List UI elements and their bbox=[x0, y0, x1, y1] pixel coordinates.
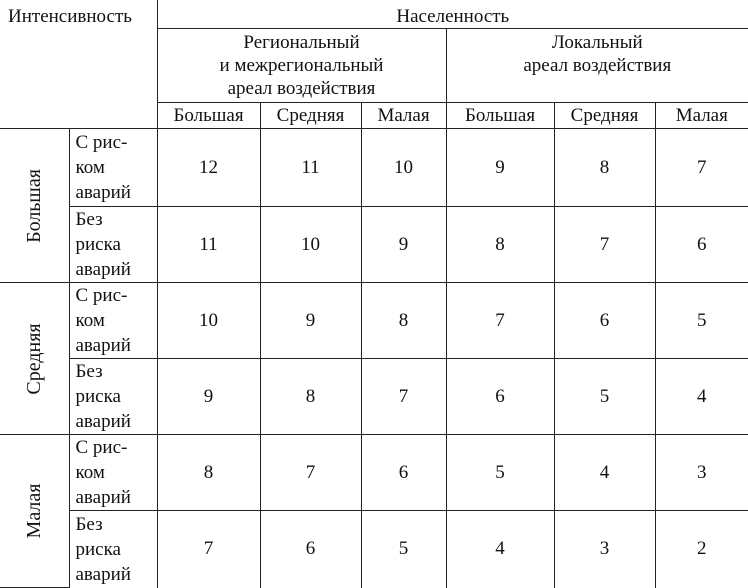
intensity-header: Интенсивность bbox=[0, 0, 157, 129]
intensity-group-label: Средняя bbox=[23, 322, 46, 395]
value-cell: 11 bbox=[157, 207, 260, 283]
value-cell: 12 bbox=[157, 129, 260, 207]
regional-header-line: Региональный bbox=[243, 32, 360, 53]
value-cell: 4 bbox=[655, 359, 748, 435]
value-cell: 6 bbox=[260, 511, 361, 588]
level-header: Средняя bbox=[260, 103, 361, 129]
value-cell: 7 bbox=[554, 207, 655, 283]
value-cell: 9 bbox=[157, 359, 260, 435]
row-label-line: ком bbox=[75, 310, 105, 331]
row-label-line: Без bbox=[75, 209, 103, 230]
row-label-line: аварий bbox=[75, 335, 131, 356]
regional-header-line: ареал воздействия bbox=[227, 78, 376, 99]
value-cell: 10 bbox=[260, 207, 361, 283]
value-cell: 4 bbox=[554, 435, 655, 511]
risk-row-label bbox=[69, 283, 157, 359]
row-label-line: аварий bbox=[75, 563, 131, 585]
value-cell: 7 bbox=[157, 511, 260, 588]
row-label-line: аварий bbox=[75, 182, 131, 203]
value-cell: 10 bbox=[361, 129, 446, 207]
value-cell: 8 bbox=[361, 283, 446, 359]
row-label-line: Без bbox=[75, 513, 103, 535]
level-header: Большая bbox=[157, 103, 260, 129]
value-cell: 6 bbox=[554, 283, 655, 359]
intensity-group-cell bbox=[0, 129, 69, 283]
value-cell: 6 bbox=[446, 359, 554, 435]
level-header: Малая bbox=[655, 103, 748, 129]
risk-row-label bbox=[69, 435, 157, 511]
row-label-line: ком bbox=[75, 462, 105, 483]
no-risk-row-label bbox=[69, 511, 157, 588]
local-header-line: ареал воздействия bbox=[523, 55, 672, 76]
row-label-line: аварий bbox=[75, 411, 131, 432]
value-cell: 8 bbox=[260, 359, 361, 435]
regional-header-line: и межрегиональный bbox=[219, 55, 384, 76]
row-label-line: С рис- bbox=[75, 437, 128, 458]
value-cell: 11 bbox=[260, 129, 361, 207]
value-cell: 8 bbox=[554, 129, 655, 207]
local-header-line: Локальный bbox=[551, 32, 643, 53]
value-cell: 5 bbox=[446, 435, 554, 511]
value-cell: 7 bbox=[446, 283, 554, 359]
no-risk-row-label bbox=[69, 359, 157, 435]
value-cell: 6 bbox=[361, 435, 446, 511]
regional-area-header bbox=[157, 29, 446, 103]
row-label-line: риска bbox=[75, 386, 121, 407]
value-cell: 5 bbox=[554, 359, 655, 435]
level-header: Средняя bbox=[554, 103, 655, 129]
intensity-group-cell bbox=[0, 283, 69, 435]
value-cell: 7 bbox=[260, 435, 361, 511]
no-risk-row-label bbox=[69, 207, 157, 283]
intensity-group-cell bbox=[0, 435, 69, 588]
value-cell: 6 bbox=[655, 207, 748, 283]
value-cell: 9 bbox=[446, 129, 554, 207]
level-header: Большая bbox=[446, 103, 554, 129]
value-cell: 8 bbox=[446, 207, 554, 283]
value-cell: 7 bbox=[655, 129, 748, 207]
row-label-line: С рис- bbox=[75, 285, 128, 306]
row-label-line: риска bbox=[75, 538, 121, 560]
local-area-header bbox=[446, 29, 748, 103]
row-label-line: Без bbox=[75, 361, 103, 382]
value-cell: 10 bbox=[157, 283, 260, 359]
risk-row-label bbox=[69, 129, 157, 207]
value-cell: 8 bbox=[157, 435, 260, 511]
intensity-group-label: Малая bbox=[23, 483, 46, 539]
value-cell: 3 bbox=[554, 511, 655, 588]
value-cell: 9 bbox=[260, 283, 361, 359]
level-header: Малая bbox=[361, 103, 446, 129]
value-cell: 5 bbox=[361, 511, 446, 588]
value-cell: 9 bbox=[361, 207, 446, 283]
row-label-line: С рис- bbox=[75, 132, 128, 153]
value-cell: 3 bbox=[655, 435, 748, 511]
value-cell: 5 bbox=[655, 283, 748, 359]
population-header: Населенность bbox=[157, 0, 748, 29]
row-label-line: аварий bbox=[75, 487, 131, 508]
row-label-line: аварий bbox=[75, 259, 131, 280]
row-label-line: ком bbox=[75, 157, 105, 178]
row-label-line: риска bbox=[75, 234, 121, 255]
value-cell: 7 bbox=[361, 359, 446, 435]
intensity-group-label: Большая bbox=[23, 168, 46, 243]
value-cell: 4 bbox=[446, 511, 554, 588]
value-cell: 2 bbox=[655, 511, 748, 588]
